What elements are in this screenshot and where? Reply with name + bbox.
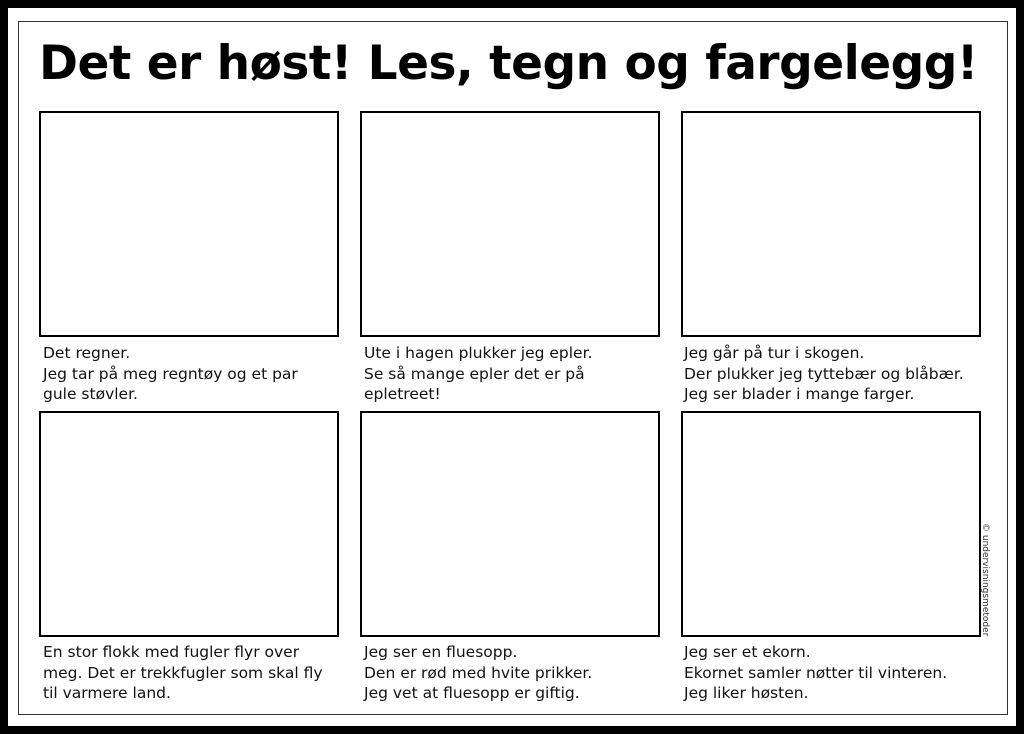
caption-line: Ekornet samler nøtter til vinteren. bbox=[684, 663, 948, 682]
caption-line: Jeg går på tur i skogen. bbox=[684, 344, 865, 362]
caption-line: gule støvler. bbox=[43, 385, 138, 403]
page-title: Det er høst! Les, tegn og fargelegg! bbox=[39, 36, 978, 91]
caption-line: Jeg liker høsten. bbox=[684, 684, 809, 702]
caption-6 bbox=[684, 642, 989, 704]
drawing-box-2[interactable] bbox=[360, 111, 660, 337]
caption-line: Jeg ser et ekorn. bbox=[684, 643, 811, 661]
caption-line: meg. Det er trekkfugler som skal fly bbox=[43, 663, 323, 682]
copyright-note: © undervisningsmetoder bbox=[980, 523, 990, 637]
caption-line: Jeg ser en fluesopp. bbox=[364, 643, 518, 661]
drawing-box-5[interactable] bbox=[360, 411, 660, 637]
drawing-box-6[interactable] bbox=[681, 411, 981, 637]
caption-line: Ute i hagen plukker jeg epler. bbox=[364, 344, 593, 362]
drawing-box-4[interactable] bbox=[39, 411, 339, 637]
caption-line: Det regner. bbox=[43, 344, 131, 362]
caption-line: En stor flokk med fugler flyr over bbox=[43, 643, 300, 661]
caption-3 bbox=[684, 343, 989, 405]
drawing-box-1[interactable] bbox=[39, 111, 339, 337]
caption-1 bbox=[43, 343, 348, 405]
caption-2 bbox=[364, 343, 669, 405]
caption-5 bbox=[364, 642, 669, 704]
caption-line: Se så mange epler det er på bbox=[364, 364, 585, 383]
drawing-box-3[interactable] bbox=[681, 111, 981, 337]
caption-line: Jeg ser blader i mange farger. bbox=[684, 385, 915, 403]
caption-line: Jeg tar på meg regntøy og et par bbox=[43, 364, 298, 383]
caption-4 bbox=[43, 642, 348, 704]
caption-line: Jeg vet at fluesopp er giftig. bbox=[364, 684, 580, 702]
caption-line: Der plukker jeg tyttebær og blåbær. bbox=[684, 364, 964, 383]
caption-line: til varmere land. bbox=[43, 684, 171, 702]
worksheet-page bbox=[8, 8, 1016, 726]
caption-line: Den er rød med hvite prikker. bbox=[364, 663, 593, 682]
caption-line: epletreet! bbox=[364, 385, 441, 403]
